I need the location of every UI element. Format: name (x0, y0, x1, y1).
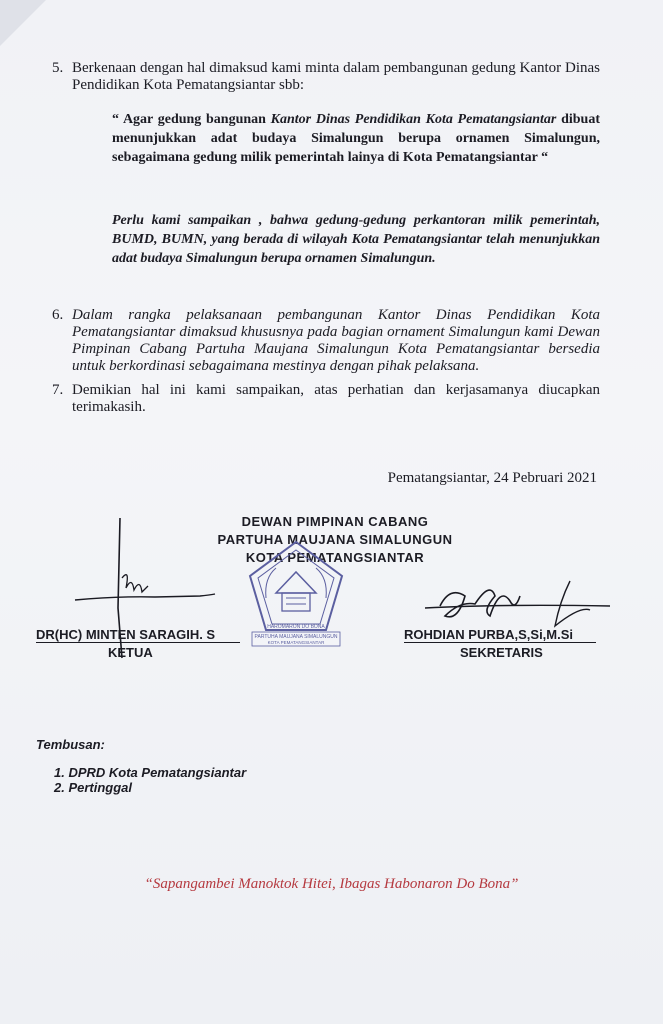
stamp-line-2: KOTA PEMATANGSIANTAR (267, 640, 325, 645)
quote-open: “ Agar gedung bangunan (112, 112, 271, 127)
quote-rest: dibuat menunjukkan adat budaya Simalungun berupa ornamen Simalungun, sebagaimana gedung milik pemerintah lainya di Kota Pematangsiantar “ (112, 112, 600, 165)
folded-corner (0, 0, 46, 46)
signer-left-underline (36, 642, 240, 643)
quote-request (112, 110, 600, 167)
organization-stamp (246, 538, 346, 648)
item-number: 7. (52, 382, 64, 398)
item-7 (52, 382, 600, 416)
item-6 (52, 307, 600, 375)
stamp-line-1: PARTUHA MAUJANA SIMALUNGUN (254, 634, 338, 640)
item-text: Demikian hal ini kami sampaikan, atas perhatian dan kerjasamanya diucapkan terimakasih. (72, 382, 600, 415)
quote-note: Perlu kami sampaikan , bahwa gedung-gedung perkantoran milik pemerintah, BUMD, BUMN, yang berada di wilayah Kota Pematangsiantar telah menunjukkan adat budaya Simalungun berupa ornamen Simalungun. (112, 213, 600, 266)
place-date: Pematangsiantar, 24 Pebruari 2021 (387, 470, 597, 486)
org-line-3: KOTA PEMATANGSIANTAR (245, 550, 425, 565)
signer-right-role: SEKRETARIS (460, 645, 543, 660)
org-line-1: DEWAN PIMPINAN CABANG (241, 514, 429, 529)
signer-left-role: KETUA (108, 645, 153, 660)
stamp-top-text: HAROMARON DO BONA (267, 624, 325, 630)
signer-left-name: DR(HC) MINTEN SARAGIH. S (36, 627, 216, 642)
item-number: 5. (52, 60, 64, 76)
quote-italic: Kantor Dinas Pendidikan Kota Pematangsiantar (270, 112, 557, 127)
item-text: Berkenaan dengan hal dimaksud kami minta dalam pembangunan gedung Kantor Dinas Pendidikan Kota Pematangsiantar sbb: (72, 60, 600, 93)
item-5 (52, 60, 600, 94)
org-line-2: PARTUHA MAUJANA SIMALUNGUN (217, 532, 453, 547)
motto: “Sapangambei Manoktok Hitei, Ibagas Habonaron Do Bona” (144, 876, 519, 892)
cc-title: Tembusan: (36, 737, 105, 752)
item-number: 6. (52, 307, 64, 323)
cc-item-1: 1. DPRD Kota Pematangsiantar (54, 765, 247, 780)
cc-item-2: 2. Pertinggal (54, 780, 133, 795)
signer-right-underline (404, 642, 596, 643)
signer-right-name: ROHDIAN PURBA,S,Si,M.Si (404, 627, 574, 642)
item-text: Dalam rangka pelaksanaan pembangunan Kantor Dinas Pendidikan Kota Pematangsiantar dimaksud khususnya pada bagian ornament Simalungun kami Dewan Pimpinan Cabang Partuha Maujana Simalungun Kota Pematangsiantar bersedia untuk berkordinasi sebagaimana mestinya dengan pihak pelaksana. (72, 307, 600, 374)
